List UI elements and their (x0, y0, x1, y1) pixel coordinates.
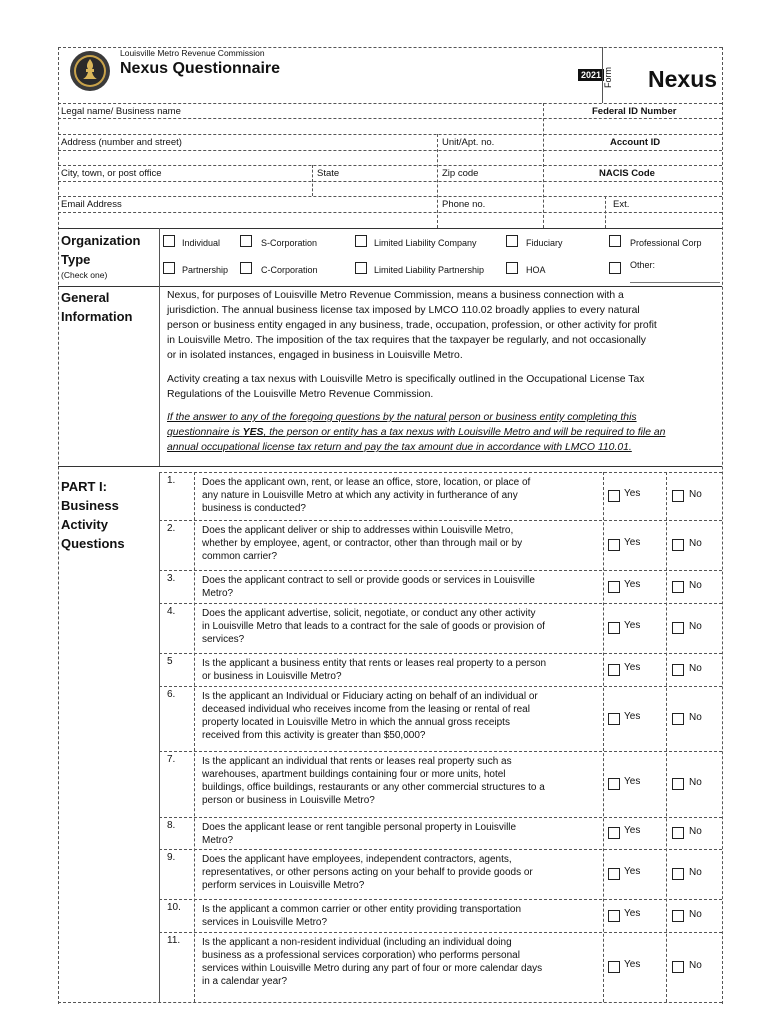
question-text: Is the applicant a non-resident individual (including an individual doing business as a professional services corporation) who performs personal services within Louisville Metro during any part of four or more calendar days in a calendar year? (202, 937, 543, 987)
no-checkbox[interactable] (672, 910, 684, 922)
question-text: Does the applicant lease or rent tangible personal property in Louisville Metro? (202, 822, 517, 846)
agency-name: Louisville Metro Revenue Commission (120, 48, 265, 58)
yes-label: Yes (624, 488, 641, 499)
legal-name-label: Legal name/ Business name (61, 106, 181, 117)
question-text: Does the applicant own, rent, or lease an office, store, location, or place of any nature in Louisville Metro at which any activity in furtherance of any business is conducted? (202, 477, 531, 514)
year-badge: 2021 (578, 69, 604, 81)
org-type-title: Organization Type (61, 233, 141, 267)
no-checkbox[interactable] (672, 961, 684, 973)
checkbox-s-corporation[interactable] (240, 235, 252, 247)
page-border-right (722, 47, 723, 1004)
no-checkbox[interactable] (672, 664, 684, 676)
no-label: No (689, 712, 702, 723)
question-text: Does the applicant deliver or ship to addresses within Louisville Metro, whether by employee, agent, or contractor, other than through mail or by common carrier? (202, 525, 523, 562)
form-title: Nexus Questionnaire (120, 60, 281, 77)
federal-id-input[interactable] (543, 118, 722, 134)
city-input[interactable] (58, 181, 312, 196)
no-checkbox[interactable] (672, 539, 684, 551)
checkbox-other[interactable] (609, 262, 621, 274)
no-label: No (689, 580, 702, 591)
city-label: City, town, or post office (61, 168, 162, 179)
question-text: Is the applicant a common carrier or other entity providing transportation services in Louisville Metro? (202, 904, 522, 928)
yes-checkbox[interactable] (608, 490, 620, 502)
question-text: Is the applicant a business entity that rents or leases real property to a person or business in Louisville Metro? (202, 658, 547, 682)
phone-label: Phone no. (442, 199, 486, 210)
unit-input[interactable] (437, 150, 543, 165)
account-id-label: Account ID (610, 137, 661, 148)
yes-label: Yes (624, 776, 641, 787)
no-checkbox[interactable] (672, 713, 684, 725)
state-label: State (317, 168, 340, 179)
address-label: Address (number and street) (61, 137, 182, 148)
yes-checkbox[interactable] (608, 713, 620, 725)
no-label: No (689, 826, 702, 837)
yes-checkbox[interactable] (608, 539, 620, 551)
unit-label: Unit/Apt. no. (442, 137, 495, 148)
checkbox-fiduciary[interactable] (506, 235, 518, 247)
account-id-input[interactable] (543, 150, 722, 165)
org-option-llp: Limited Liability Partnership (374, 265, 485, 275)
org-option-individual: Individual (182, 238, 221, 248)
no-checkbox[interactable] (672, 827, 684, 839)
org-option-other: Other: (630, 260, 656, 270)
no-label: No (689, 909, 702, 920)
general-info-title: General Information (61, 290, 133, 324)
org-option-c-corporation: C-Corporation (261, 265, 318, 275)
yes-checkbox[interactable] (608, 827, 620, 839)
zip-input[interactable] (437, 181, 543, 196)
question-number: 1. (167, 475, 176, 486)
ext-input[interactable] (605, 212, 722, 228)
org-option-s-corporation: S-Corporation (261, 238, 318, 248)
yes-label: Yes (624, 579, 641, 590)
yes-label: Yes (624, 825, 641, 836)
yes-checkbox[interactable] (608, 664, 620, 676)
checkbox-professional-corp[interactable] (609, 235, 621, 247)
no-label: No (689, 960, 702, 971)
general-paragraph-1: Nexus, for purposes of Louisville Metro Revenue Commission, means a business connection with a jurisdiction. The annual business license tax imposed by LMCO 110.02 broadly applies to every natural person or business entity engaged in any business, trade, occupation, profession, or other activity for profit in Louisville Metro. The imposition of the tax requires that the taxpayer be regularly, and not occasionally or in isolated instances, engaged in business in Louisville Metro. (167, 290, 657, 361)
nacis-input[interactable] (543, 181, 722, 196)
yes-checkbox[interactable] (608, 868, 620, 880)
no-checkbox[interactable] (672, 622, 684, 634)
yes-label: Yes (624, 711, 641, 722)
yes-checkbox[interactable] (608, 961, 620, 973)
no-label: No (689, 777, 702, 788)
ext-label: Ext. (613, 199, 630, 210)
no-checkbox[interactable] (672, 778, 684, 790)
checkbox-partnership[interactable] (163, 262, 175, 274)
question-number: 9. (167, 852, 176, 863)
zip-label: Zip code (442, 168, 479, 179)
state-input[interactable] (312, 181, 437, 196)
yes-checkbox[interactable] (608, 622, 620, 634)
phone-input[interactable] (437, 212, 605, 228)
no-checkbox[interactable] (672, 868, 684, 880)
question-number: 5 (167, 656, 173, 667)
org-option-professional-corp: Professional Corp (630, 238, 702, 248)
question-number: 4. (167, 606, 176, 617)
checkbox-individual[interactable] (163, 235, 175, 247)
question-text: Does the applicant have employees, independent contractors, agents, representatives, or other persons acting on your behalf to provide goods or perform services in Louisville Metro? (202, 854, 533, 891)
form-label: Form (603, 67, 613, 88)
email-input[interactable] (58, 212, 437, 228)
no-checkbox[interactable] (672, 581, 684, 593)
question-text: Is the applicant an individual that rents or leases real property such as warehouses, apartment buildings containing four or more units, hotel buildings, office buildings, restaurants or any other commercial structures to a person or business in Louisville Metro? (202, 756, 545, 806)
checkbox-hoa[interactable] (506, 262, 518, 274)
no-label: No (689, 867, 702, 878)
org-type-subtitle: (Check one) (61, 270, 108, 280)
form-name: Nexus (648, 66, 718, 92)
question-number: 2. (167, 523, 176, 534)
louisville-seal-logo (69, 50, 111, 92)
org-option-fiduciary: Fiduciary (526, 238, 563, 248)
question-text: Does the applicant contract to sell or provide goods or services in Louisville Metro? (202, 575, 535, 599)
part1-title: PART I: Business Activity Questions (61, 479, 125, 551)
question-text: Is the applicant an Individual or Fiduciary acting on behalf of an individual or deceased individual who receives income from the leasing or rental of real property located in Louisville Metro in which the annual gross receipts received from this activity is greater than $50,000? (202, 691, 538, 741)
question-number: 10. (167, 902, 181, 913)
federal-id-label: Federal ID Number (592, 106, 677, 117)
yes-checkbox[interactable] (608, 778, 620, 790)
nacis-label: NACIS Code (599, 168, 655, 179)
question-number: 8. (167, 820, 176, 831)
no-label: No (689, 489, 702, 500)
question-number: 3. (167, 573, 176, 584)
question-number: 6. (167, 689, 176, 700)
yes-label: Yes (624, 662, 641, 673)
question-number: 11. (167, 935, 181, 946)
yes-checkbox[interactable] (608, 581, 620, 593)
yes-label: Yes (624, 908, 641, 919)
yes-checkbox[interactable] (608, 910, 620, 922)
address-input[interactable] (58, 150, 437, 165)
yes-label: Yes (624, 959, 641, 970)
org-option-partnership: Partnership (182, 265, 229, 275)
general-paragraph-2: Activity creating a tax nexus with Louisville Metro is specifically outlined in the Occupational License Tax Regulations of the Louisville Metro Revenue Commission. (167, 374, 645, 400)
no-label: No (689, 663, 702, 674)
yes-label: Yes (624, 866, 641, 877)
yes-label: Yes (624, 620, 641, 631)
no-label: No (689, 538, 702, 549)
org-option-llc: Limited Liability Company (374, 238, 477, 248)
yes-label: Yes (624, 537, 641, 548)
no-label: No (689, 621, 702, 632)
checkbox-llc[interactable] (355, 235, 367, 247)
org-option-hoa: HOA (526, 265, 546, 275)
question-text: Does the applicant advertise, solicit, negotiate, or conduct any other activity in Louisville Metro that leads to a contract for the sale of goods or provision of services? (202, 608, 545, 645)
question-number: 7. (167, 754, 176, 765)
checkbox-llp[interactable] (355, 262, 367, 274)
checkbox-c-corporation[interactable] (240, 262, 252, 274)
legal-name-input[interactable] (58, 118, 543, 134)
general-paragraph-3: If the answer to any of the foregoing questions by the natural person or business entity completing this questionnaire is YES, the person or entity has a tax nexus with Louisville Metro and will be required to file an annual occupational license tax return and pay the tax amount due in accordance with LMCO 110.01. (167, 412, 666, 453)
other-input[interactable] (630, 272, 720, 283)
no-checkbox[interactable] (672, 490, 684, 502)
email-label: Email Address (61, 199, 122, 210)
